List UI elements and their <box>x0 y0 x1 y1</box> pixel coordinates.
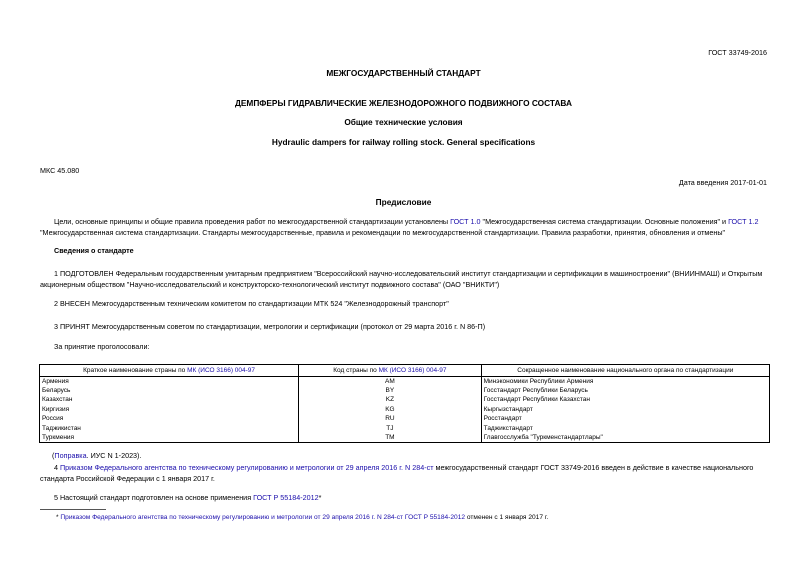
gost-1-0-link[interactable]: ГОСТ 1.0 <box>450 217 481 226</box>
code-cell: RU <box>299 414 482 423</box>
body-cell: Госстандарт Республики Беларусь <box>481 386 769 395</box>
country-cell: Казахстан <box>40 395 299 404</box>
country-cell: Таджикистан <box>40 423 299 432</box>
header-national-body: Сокращенное наименование национального органа по стандартизации <box>481 365 769 377</box>
body-cell: Таджикстандарт <box>481 423 769 432</box>
standard-title-en: Hydraulic dampers for railway rolling stock. General specifications <box>271 137 536 147</box>
code-cell: BY <box>299 386 482 395</box>
prepared-by-paragraph: 1 ПОДГОТОВЛЕН Федеральным государственным унитарным предприятием "Всероссийский научно-исследовательский институт стандартизации и сертификации в машиностроении" (ВНИИНМАШ) и Открытым акционерным обществом "Научно-исследовательский и конструкторско-технологический институт подвижного состава" (ОАО "ВНИКТИ") <box>40 269 763 289</box>
main-title: МЕЖГОСУДАРСТВЕННЫЙ СТАНДАРТ <box>326 68 481 78</box>
p4-prefix: 4 <box>54 463 60 472</box>
standard-info-heading: Сведения о стандарте <box>54 246 134 255</box>
body-cell: Росстандарт <box>481 414 769 423</box>
code-cell: KZ <box>299 395 482 404</box>
code-cell: TM <box>299 433 482 443</box>
footnote-divider <box>40 509 106 510</box>
table-row <box>40 376 770 386</box>
foreword-heading: Предисловие <box>375 197 432 207</box>
country-cell: Армения <box>40 376 299 386</box>
footnote <box>56 514 548 521</box>
code-cell: TJ <box>299 423 482 432</box>
body-cell: Госстандарт Республики Казахстан <box>481 395 769 404</box>
standard-title-ru: ДЕМПФЕРЫ ГИДРАВЛИЧЕСКИЕ ЖЕЛЕЗНОДОРОЖНОГО ПОДВИЖНОГО СОСТАВА <box>234 98 572 108</box>
introduction-date: Дата введения 2017-01-01 <box>678 178 767 187</box>
goals-text-3: "Межгосударственная система стандартизации. Стандарты межгосударственные, правила и рекомендации по межгосударственной стандартизации. Правила разработки, принятия, обновления и отмены" <box>40 228 726 237</box>
table-row <box>40 386 770 395</box>
code-cell: KG <box>299 405 482 414</box>
table-header-row <box>40 365 770 377</box>
body-cell: Кыргызстандарт <box>481 405 769 414</box>
based-on-paragraph <box>54 492 786 503</box>
mk-iso-link-country[interactable]: МК (ИСО 3166) 004-97 <box>187 366 256 374</box>
enacted-paragraph <box>40 462 772 484</box>
p5-prefix: 5 Настоящий стандарт подготовлен на основе применения <box>54 493 254 502</box>
amendment-open: ( <box>52 451 55 460</box>
table-row <box>40 433 770 443</box>
header-country-text: Краткое наименование страны по <box>83 366 188 374</box>
p4-rest: межгосударственный стандарт ГОСТ 33749-2016 введен в действие в качестве национального стандарта Российской Федерации с 1 января 2017 г. <box>40 463 754 483</box>
adopted-by-paragraph: 3 ПРИНЯТ Межгосударственным советом по стандартизации, метрологии и сертификации (протокол от 29 марта 2016 г. N 86-П) <box>54 322 486 331</box>
footnote-link[interactable]: Приказом Федерального агентства по техническому регулированию и метрологии от 29 апреля 2016 г. N 284-ст ГОСТ Р 55184-2012 <box>60 514 466 521</box>
country-cell: Беларусь <box>40 386 299 395</box>
gost-r-55184-link[interactable]: ГОСТ Р 55184-2012 <box>253 493 319 502</box>
mks-code: МКС 45.080 <box>40 166 80 175</box>
goals-text-1: Цели, основные принципы и общие правила проведения работ по межгосударственной стандартизации установлены <box>54 217 451 226</box>
voted-for-label: За принятие проголосовали: <box>54 342 150 351</box>
submitted-by-paragraph: 2 ВНЕСЕН Межгосударственным техническим комитетом по стандартизации МТК 524 "Железнодорожный транспорт" <box>54 299 449 308</box>
table-row <box>40 395 770 404</box>
country-cell: Россия <box>40 414 299 423</box>
table-row <box>40 405 770 414</box>
body-cell: Минэкономики Республики Армения <box>481 376 769 386</box>
amendment-note <box>52 451 141 460</box>
standard-subtitle-ru: Общие технические условия <box>344 117 463 127</box>
mk-iso-link-code[interactable]: МК (ИСО 3166) 004-97 <box>378 366 447 374</box>
amendment-link[interactable]: Поправка <box>54 451 87 460</box>
header-code-text: Код страны по <box>333 366 379 374</box>
body-cell: Главгосслужба "Туркменстандартлары" <box>481 433 769 443</box>
header-country <box>40 365 299 377</box>
footnote-prefix: * <box>56 514 61 521</box>
goals-paragraph <box>40 216 772 238</box>
table-row <box>40 423 770 432</box>
document-code: ГОСТ 33749-2016 <box>708 48 767 57</box>
voting-states-table <box>39 364 770 443</box>
p5-suffix: * <box>318 493 322 502</box>
amendment-rest: . ИУС N 1-2023). <box>86 451 142 460</box>
country-cell: Киргизия <box>40 405 299 414</box>
footnote-rest: отменен с 1 января 2017 г. <box>465 514 549 521</box>
table-row <box>40 414 770 423</box>
country-cell: Туркмения <box>40 433 299 443</box>
header-code <box>299 365 482 377</box>
code-cell: AM <box>299 376 482 386</box>
goals-text-2: "Межгосударственная система стандартизации. Основные положения" и <box>480 217 729 226</box>
order-284-link[interactable]: Приказом Федерального агентства по техническому регулированию и метрологии от 29 апреля 2016 г. N 284-ст <box>60 463 434 472</box>
gost-1-2-link[interactable]: ГОСТ 1.2 <box>728 217 759 226</box>
